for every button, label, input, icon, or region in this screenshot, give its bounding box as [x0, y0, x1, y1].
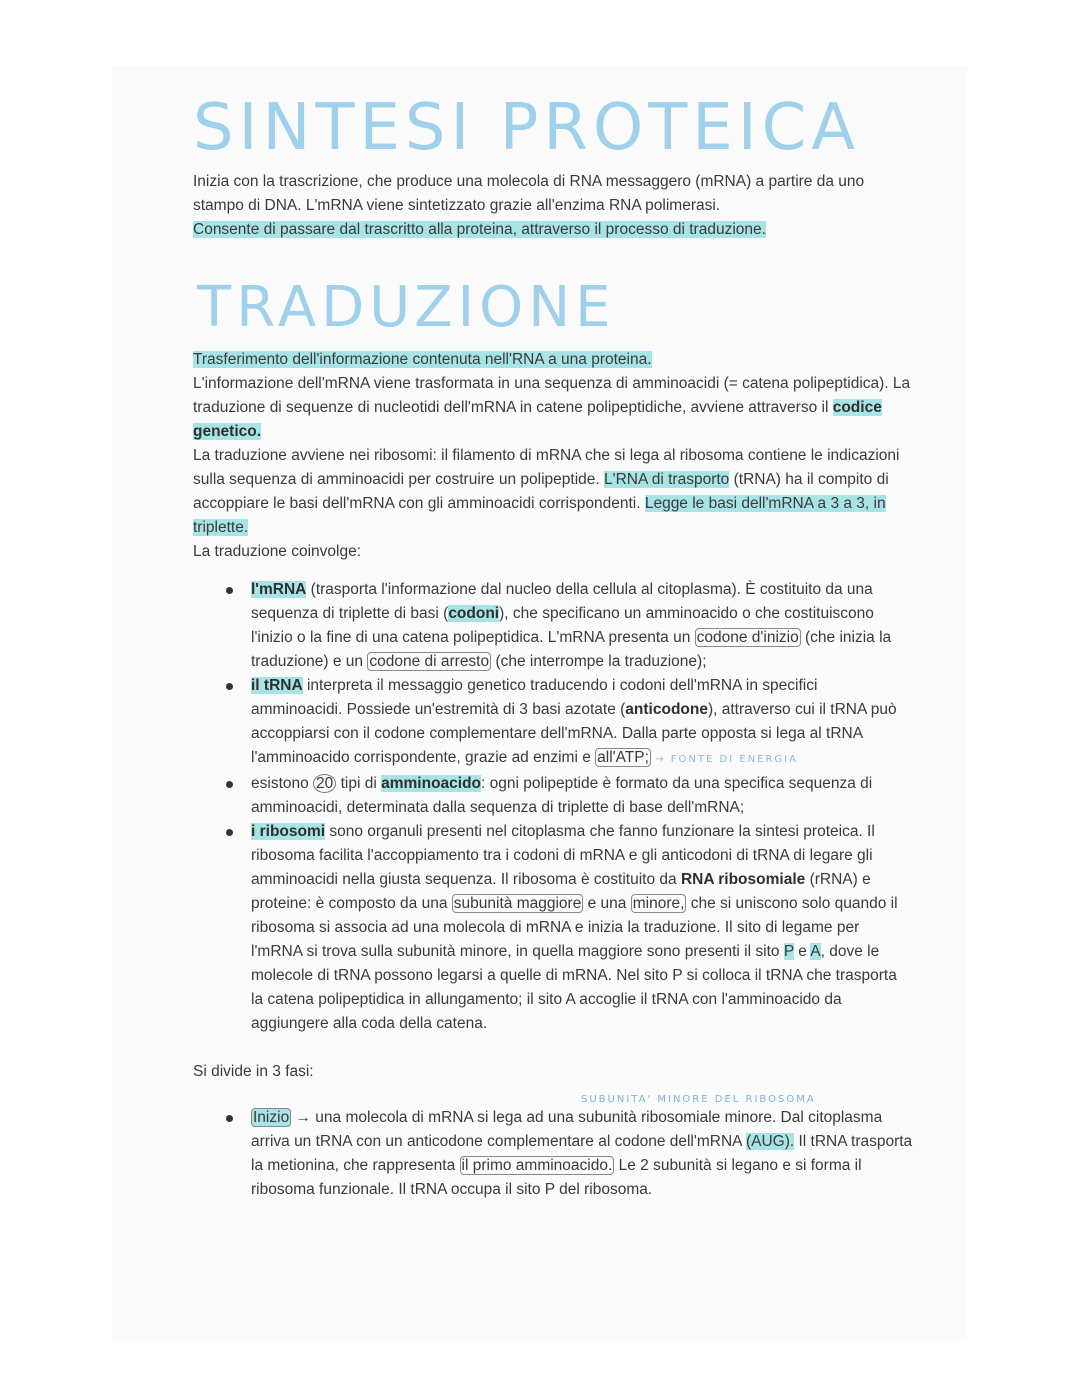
inizio-text-2: Il tRNA trasporta la metionina, che rappresenta [251, 1133, 913, 1174]
subunita-minore: minore, [632, 895, 685, 912]
ribo-text-1: sono organuli presenti nel citoplasma che fanno funzionare la sintesi proteica. Il ribosoma facilita l'accoppiamento tra i codoni di mRNA e gli anticodoni di tRNA di legare gli amminoacidi nella giusta sequenza. Il ribosoma è costituito da [251, 823, 875, 888]
ribo-text-2: (rRNA) e proteine: è composto da una [251, 871, 871, 912]
aug: (AUG). [745, 1133, 795, 1150]
energy-note: → FONTE DI ENERGIA [655, 754, 798, 765]
trna-text-2: ), attraverso cui il tRNA può accoppiarsi con il codone complementare dell'mRNA. Dalla parte opposta si lega al tRNA l'amminoacido corrispondente, grazie ad enzimi e [251, 701, 897, 766]
term-trna: il tRNA [251, 677, 303, 694]
bullet-icon [226, 587, 233, 594]
term-amminoacido: amminoacido [381, 775, 482, 792]
definition-text: Trasferimento dell'informazione contenuta nell'RNA a una proteina. [193, 351, 652, 368]
mrna-text-4: (che interrompe la traduzione); [495, 653, 707, 670]
intro-paragraph: Inizia con la trascrizione, che produce una molecola di RNA messaggero (mRNA) a partire da uno stampo di DNA. L'mRNA viene sintetizzato grazie all'enzima RNA polimerasi. [193, 173, 865, 214]
codice-genetico: codice genetico. [193, 399, 882, 440]
mrna-text-1: (trasporta l'informazione dal nucleo della cellula al citoplasma). È costituito da una sequenza di triplette di basi ( [251, 581, 873, 622]
trna-definition: L'RNA di trasporto [604, 471, 730, 488]
intro-section [193, 170, 913, 242]
components-list [193, 578, 913, 1036]
sito-a: A [810, 943, 821, 960]
term-mrna: l'mRNA [251, 581, 307, 598]
section-title-traduzione: TRADUZIONE [197, 275, 616, 340]
list-item-trna [193, 674, 913, 772]
inizio-text-1: → una molecola di mRNA si lega ad una subunità ribosomiale minore. Dal citoplasma arriva un tRNA con un anticodone complementare al codone dell'mRNA [251, 1109, 883, 1150]
term-rrna: RNA ribosomiale [680, 871, 806, 888]
paragraph-2-text-b: (tRNA) ha il compito di accoppiare le basi dell'mRNA con gli amminoacidi corrispondenti. [193, 471, 889, 512]
definition [193, 348, 913, 372]
bullet-icon [226, 781, 233, 788]
trna-text-1: interpreta il messaggio genetico traducendo i codoni dell'mRNA in specifici amminoacidi. Possiede un'estremità di 3 basi azotate ( [251, 677, 818, 718]
ribo-text-e: e [798, 943, 807, 960]
bullet-icon [226, 1115, 233, 1122]
term-ribosomi: i ribosomi [251, 823, 326, 840]
codone-arresto: codone di arresto [369, 653, 490, 670]
subunita-maggiore: subunità maggiore [453, 895, 582, 912]
sito-p: P [783, 943, 794, 960]
term-anticodone: anticodone [625, 701, 708, 718]
list-item-amminoacido [193, 772, 913, 820]
page-title: SINTESI PROTEICA [193, 91, 861, 165]
fasi-intro: Si divide in 3 fasi: [193, 1063, 314, 1080]
paragraph-1 [193, 372, 913, 444]
list-item-mrna [193, 578, 913, 674]
paragraph-2 [193, 444, 913, 540]
traduzione-section [193, 348, 913, 1202]
mrna-text-2: ), che specificano un amminoacido o che costituiscono l'inizio o la fine di una catena polipeptidica. L'mRNA presenta un [251, 605, 874, 646]
document-content [193, 91, 913, 1202]
bullet-icon [226, 829, 233, 836]
twenty-circled: 20 [313, 774, 336, 793]
subunita-note: SUBUNITA' MINORE DEL RIBOSOMA [581, 1094, 816, 1105]
triplette-highlight: Legge le basi dell'mRNA a 3 a 3, in triplette. [193, 495, 886, 536]
codone-inizio: codone d'inizio [696, 629, 799, 646]
inizio-text-3: Le 2 subunità si legano e si forma il ribosoma funzionale. Il tRNA occupa il sito P del ribosoma. [251, 1157, 862, 1198]
intro-highlight [193, 218, 913, 242]
list-item-inizio [193, 1106, 913, 1202]
aa-text-3: : ogni polipeptide è formato da una specifica sequenza di amminoacidi, determinata dalla sequenza di triplette di base dell'mRNA; [251, 775, 873, 816]
list-item-ribosomi [193, 820, 913, 1036]
atp: all'ATP; [597, 749, 649, 766]
mrna-text-3: (che inizia la traduzione) e un [251, 629, 892, 670]
intro-highlight-text: Consente di passare dal trascritto alla proteina, attraverso il processo di traduzione. [193, 221, 766, 238]
aa-text-1: esistono [251, 775, 309, 792]
paragraph-2-text: La traduzione avviene nei ribosomi: il filamento di mRNA che si lega al ribosoma contiene le indicazioni sulla sequenza di amminoacidi per costruire un polipeptide. [193, 447, 900, 488]
ribo-text-5: , dove le molecole di tRNA possono legarsi a quelle di mRNA. Nel sito P si colloca il tRNA che trasporta la catena polipeptidica in allungamento; il sito A accoglie il tRNA con l'amminoacido da aggiungere alla coda della catena. [251, 943, 897, 1032]
paragraph-1-text: L'informazione dell'mRNA viene trasformata in una sequenza di amminoacidi (= catena polipeptidica). La traduzione di sequenze di nucleotidi dell'mRNA in catene polipeptidiche, avviene attraverso il [193, 375, 911, 416]
ribo-text-4: che si uniscono solo quando il ribosoma si associa ad una molecola di mRNA e inizia la traduzione. Il sito di legame per l'mRNA si trova sulla subunità minore, in quella maggiore sono presenti il sito [251, 895, 898, 960]
ribo-text-3: e una [587, 895, 627, 912]
bullet-icon [226, 683, 233, 690]
term-codoni: codoni [448, 605, 500, 622]
paragraph-3: La traduzione coinvolge: [193, 543, 362, 560]
aa-text-2: tipi di [340, 775, 377, 792]
primo-amminoacido: il primo amminoacido. [461, 1157, 613, 1174]
term-inizio: Inizio [253, 1109, 290, 1126]
phases-list [193, 1106, 913, 1202]
